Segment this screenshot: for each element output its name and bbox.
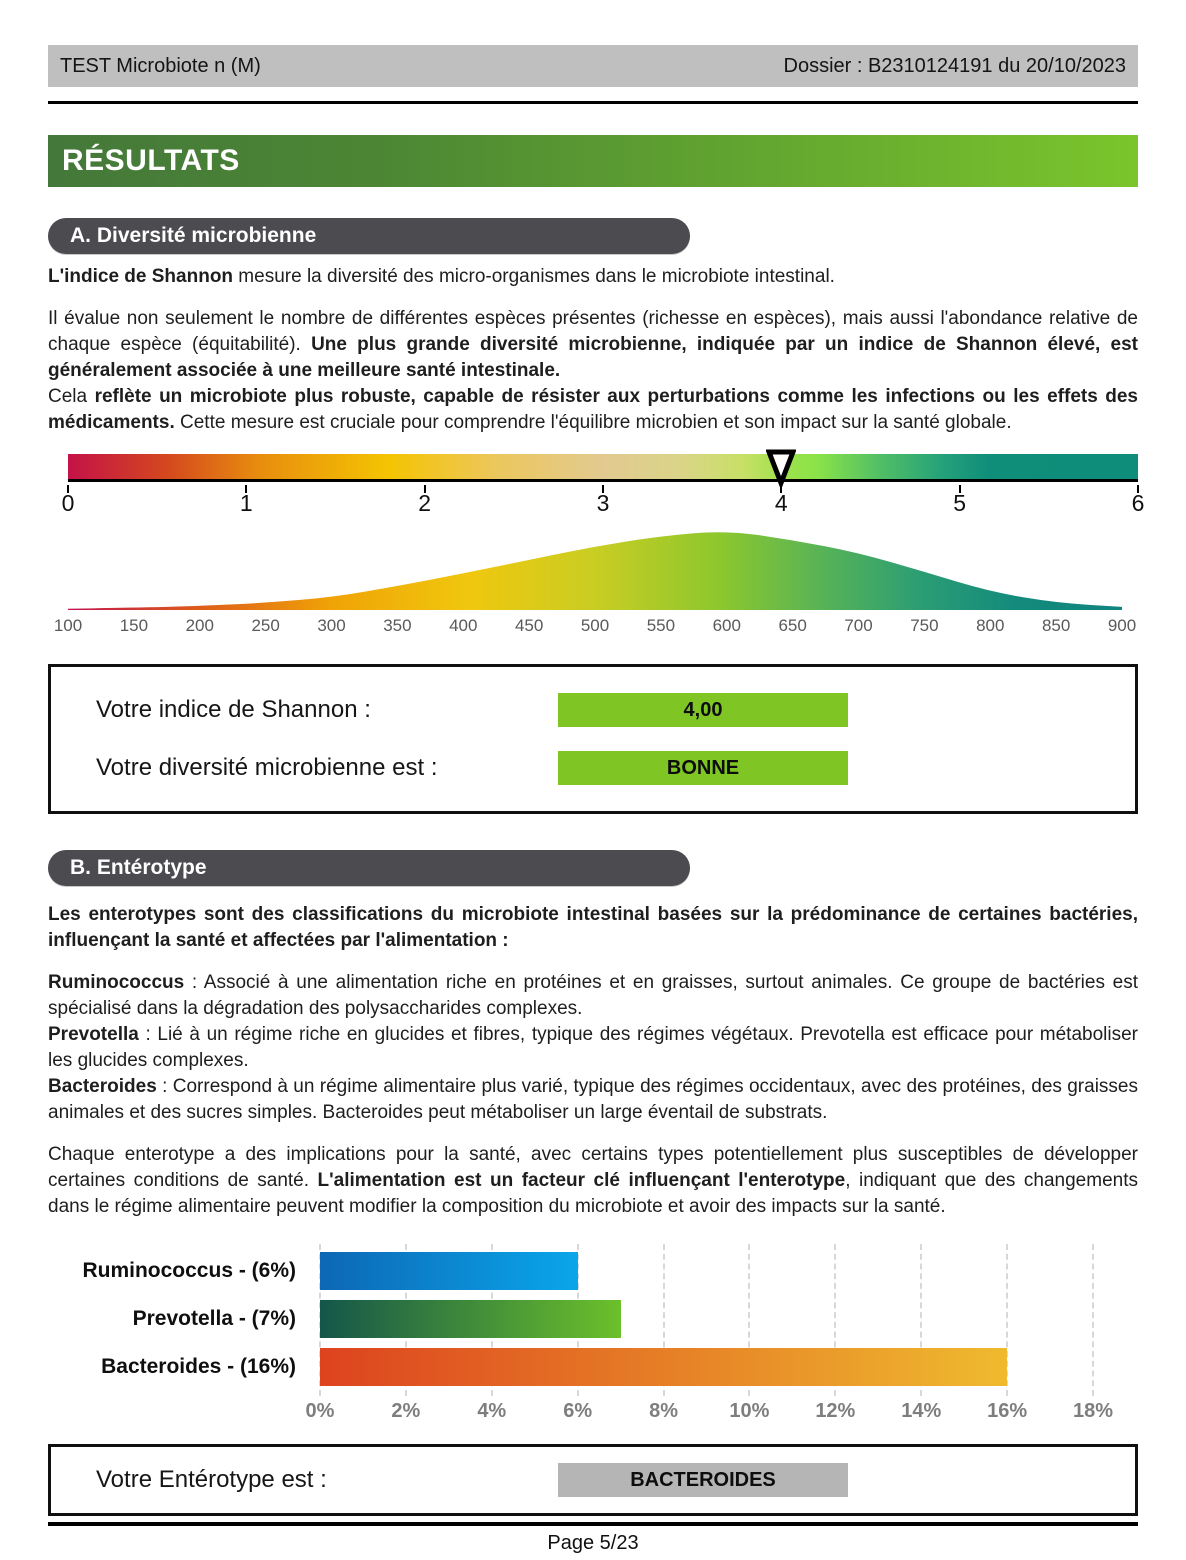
header-bar [48,45,1138,87]
section-a-title: A. Diversité microbienne [70,224,317,247]
section-b-title: B. Entérotype [70,856,207,879]
section-b-title-pill [48,850,690,886]
density-tick-label-500: 500 [580,616,610,635]
scale-tick-label-2: 2 [418,490,432,516]
scale-tick-label-1: 1 [239,490,253,516]
shannon-marker-icon [766,449,796,487]
enterotype-bar-chart [48,1244,1138,1430]
shannon-index-value-badge: 4,00 [558,693,848,727]
enterotype-bar-labels [48,1244,320,1396]
bar-label-ruminococcus: Ruminococcus - (6%) [82,1259,296,1282]
shannon-gradient-bar [68,454,1138,482]
shannon-result-box [48,664,1138,814]
density-tick-label-750: 750 [910,616,939,635]
paragraph-shannon-robust: Cela reflète un microbiote plus robuste, capable de résister aux perturbations comme les infections ou les effets des médicaments. Cette mesure est cruciale pour comprendre l'équilibre microbien et son impact sur la santé globale. [48,386,1139,433]
bar-axis-label-12: 12% [815,1400,856,1422]
density-tick-label-200: 200 [185,616,214,635]
enterotype-value-badge: BACTEROIDES [558,1463,848,1497]
diversity-rating-row [51,751,1135,785]
header-dossier: Dossier : B2310124191 du 20/10/2023 [783,54,1126,77]
bar-label-prevotella: Prevotella - (7%) [132,1307,296,1330]
scale-tick-label-0: 0 [61,490,75,516]
density-tick-label-600: 600 [712,616,741,635]
density-curve-area [68,532,1122,610]
density-tick-label-100: 100 [53,616,83,635]
scale-tick-label-5: 5 [953,490,967,516]
bar-axis-label-0: 0% [305,1400,335,1422]
results-banner-title: RÉSULTATS [62,144,240,177]
enterotype-result-box [48,1444,1138,1516]
bar-axis-label-4: 4% [477,1400,507,1422]
enterotype-bar-axis [305,1400,1114,1430]
density-curve-svg [68,528,1122,610]
shannon-index-row [51,693,1135,727]
diversity-rating-label: Votre diversité microbienne est : [96,754,438,781]
paragraph-enterotype-closing: Chaque enterotype a des implications pour la santé, avec certains types potentiellement plus susceptibles de développer certaines conditions de santé. L'alimentation est un facteur clé influençant l'enterotype, indiquant que des changements dans le régime alimentaire peuvent modifier la composition du microbiote et avoir des impacts sur la santé. [48,1144,1138,1217]
paragraph-shannon-intro: L'indice de Shannon mesure la diversité des micro-organismes dans le microbiote intestinal. [48,266,835,287]
paragraph-shannon-detail: Il évalue non seulement le nombre de différentes espèces présentes (richesse en espèces), mais aussi l'abondance relative de chaque espèce (équitabilité). Une plus grande diversité microbienne, indiquée par un indice de Shannon élevé, est généralement associée à une meilleure santé intestinale. [48,308,1138,381]
shannon-scale-chart [61,454,1145,526]
page-footer [48,1532,1138,1555]
header-divider [48,101,1138,104]
results-banner [48,135,1138,187]
shannon-distribution-chart [53,528,1137,642]
shannon-scale-axis [61,490,1145,526]
bar-bacteroides [320,1348,1007,1386]
density-tick-label-250: 250 [251,616,280,635]
shannon-distribution-curve [68,528,1122,610]
paragraph-prevotella: Prevotella : Lié à un régime riche en glucides et fibres, typique des régimes végétaux. Prevotella est efficace pour métaboliser les glucides complexes. [48,1024,1138,1071]
paragraph-enterotype-intro: Les enterotypes sont des classifications du microbiote intestinal basées sur la prédominance de certaines bactéries, influençant la santé et affectées par l'alimentation : [48,904,1138,951]
bar-axis-label-10: 10% [729,1400,770,1422]
bar-label-bacteroides: Bacteroides - (16%) [101,1355,296,1378]
density-tick-label-350: 350 [383,616,412,635]
scale-tick-label-3: 3 [596,490,610,516]
density-tick-label-400: 400 [449,616,478,635]
section-a-title-pill [48,218,690,254]
density-tick-label-300: 300 [317,616,346,635]
footer-divider [48,1522,1138,1526]
bar-axis-label-14: 14% [901,1400,942,1422]
bar-axis-label-18: 18% [1072,1400,1114,1422]
scale-tick-label-4: 4 [774,490,788,516]
enterotype-bar-plot [320,1244,1093,1396]
enterotype-label: Votre Entérotype est : [96,1466,327,1493]
bar-axis-label-2: 2% [391,1400,421,1422]
bar-axis-label-6: 6% [563,1400,593,1422]
bar-axis-label-16: 16% [987,1400,1028,1422]
density-tick-label-850: 850 [1041,616,1071,635]
density-tick-label-650: 650 [778,616,807,635]
density-tick-label-900: 900 [1107,616,1137,635]
bar-ruminococcus [320,1252,578,1290]
density-tick-label-150: 150 [119,616,149,635]
header-title: TEST Microbiote n (M) [60,54,261,77]
shannon-index-label: Votre indice de Shannon : [96,696,371,723]
density-tick-label-450: 450 [514,616,544,635]
density-tick-label-700: 700 [844,616,873,635]
diversity-rating-value-badge: BONNE [558,751,848,785]
shannon-distribution-axis [53,616,1137,642]
bar-axis-label-8: 8% [649,1400,678,1422]
bar-prevotella [320,1300,621,1338]
density-tick-label-800: 800 [976,616,1005,635]
paragraph-bacteroides: Bacteroides : Correspond à un régime alimentaire plus varié, typique des régimes occidentaux, avec des protéines, des graisses animales et des sucres simples. Bacteroides peut métaboliser un large éventail de substrats. [48,1076,1138,1123]
paragraph-ruminococcus: Ruminococcus : Associé à une alimentation riche en protéines et en graisses, surtout animales. Ce groupe de bactéries est spécialisé dans la dégradation des polysaccharides complexes. [48,972,1138,1019]
density-tick-label-550: 550 [646,616,676,635]
scale-tick-label-6: 6 [1131,490,1145,516]
enterotype-row [51,1463,1135,1497]
page-number: Page 5/23 [547,1532,639,1554]
